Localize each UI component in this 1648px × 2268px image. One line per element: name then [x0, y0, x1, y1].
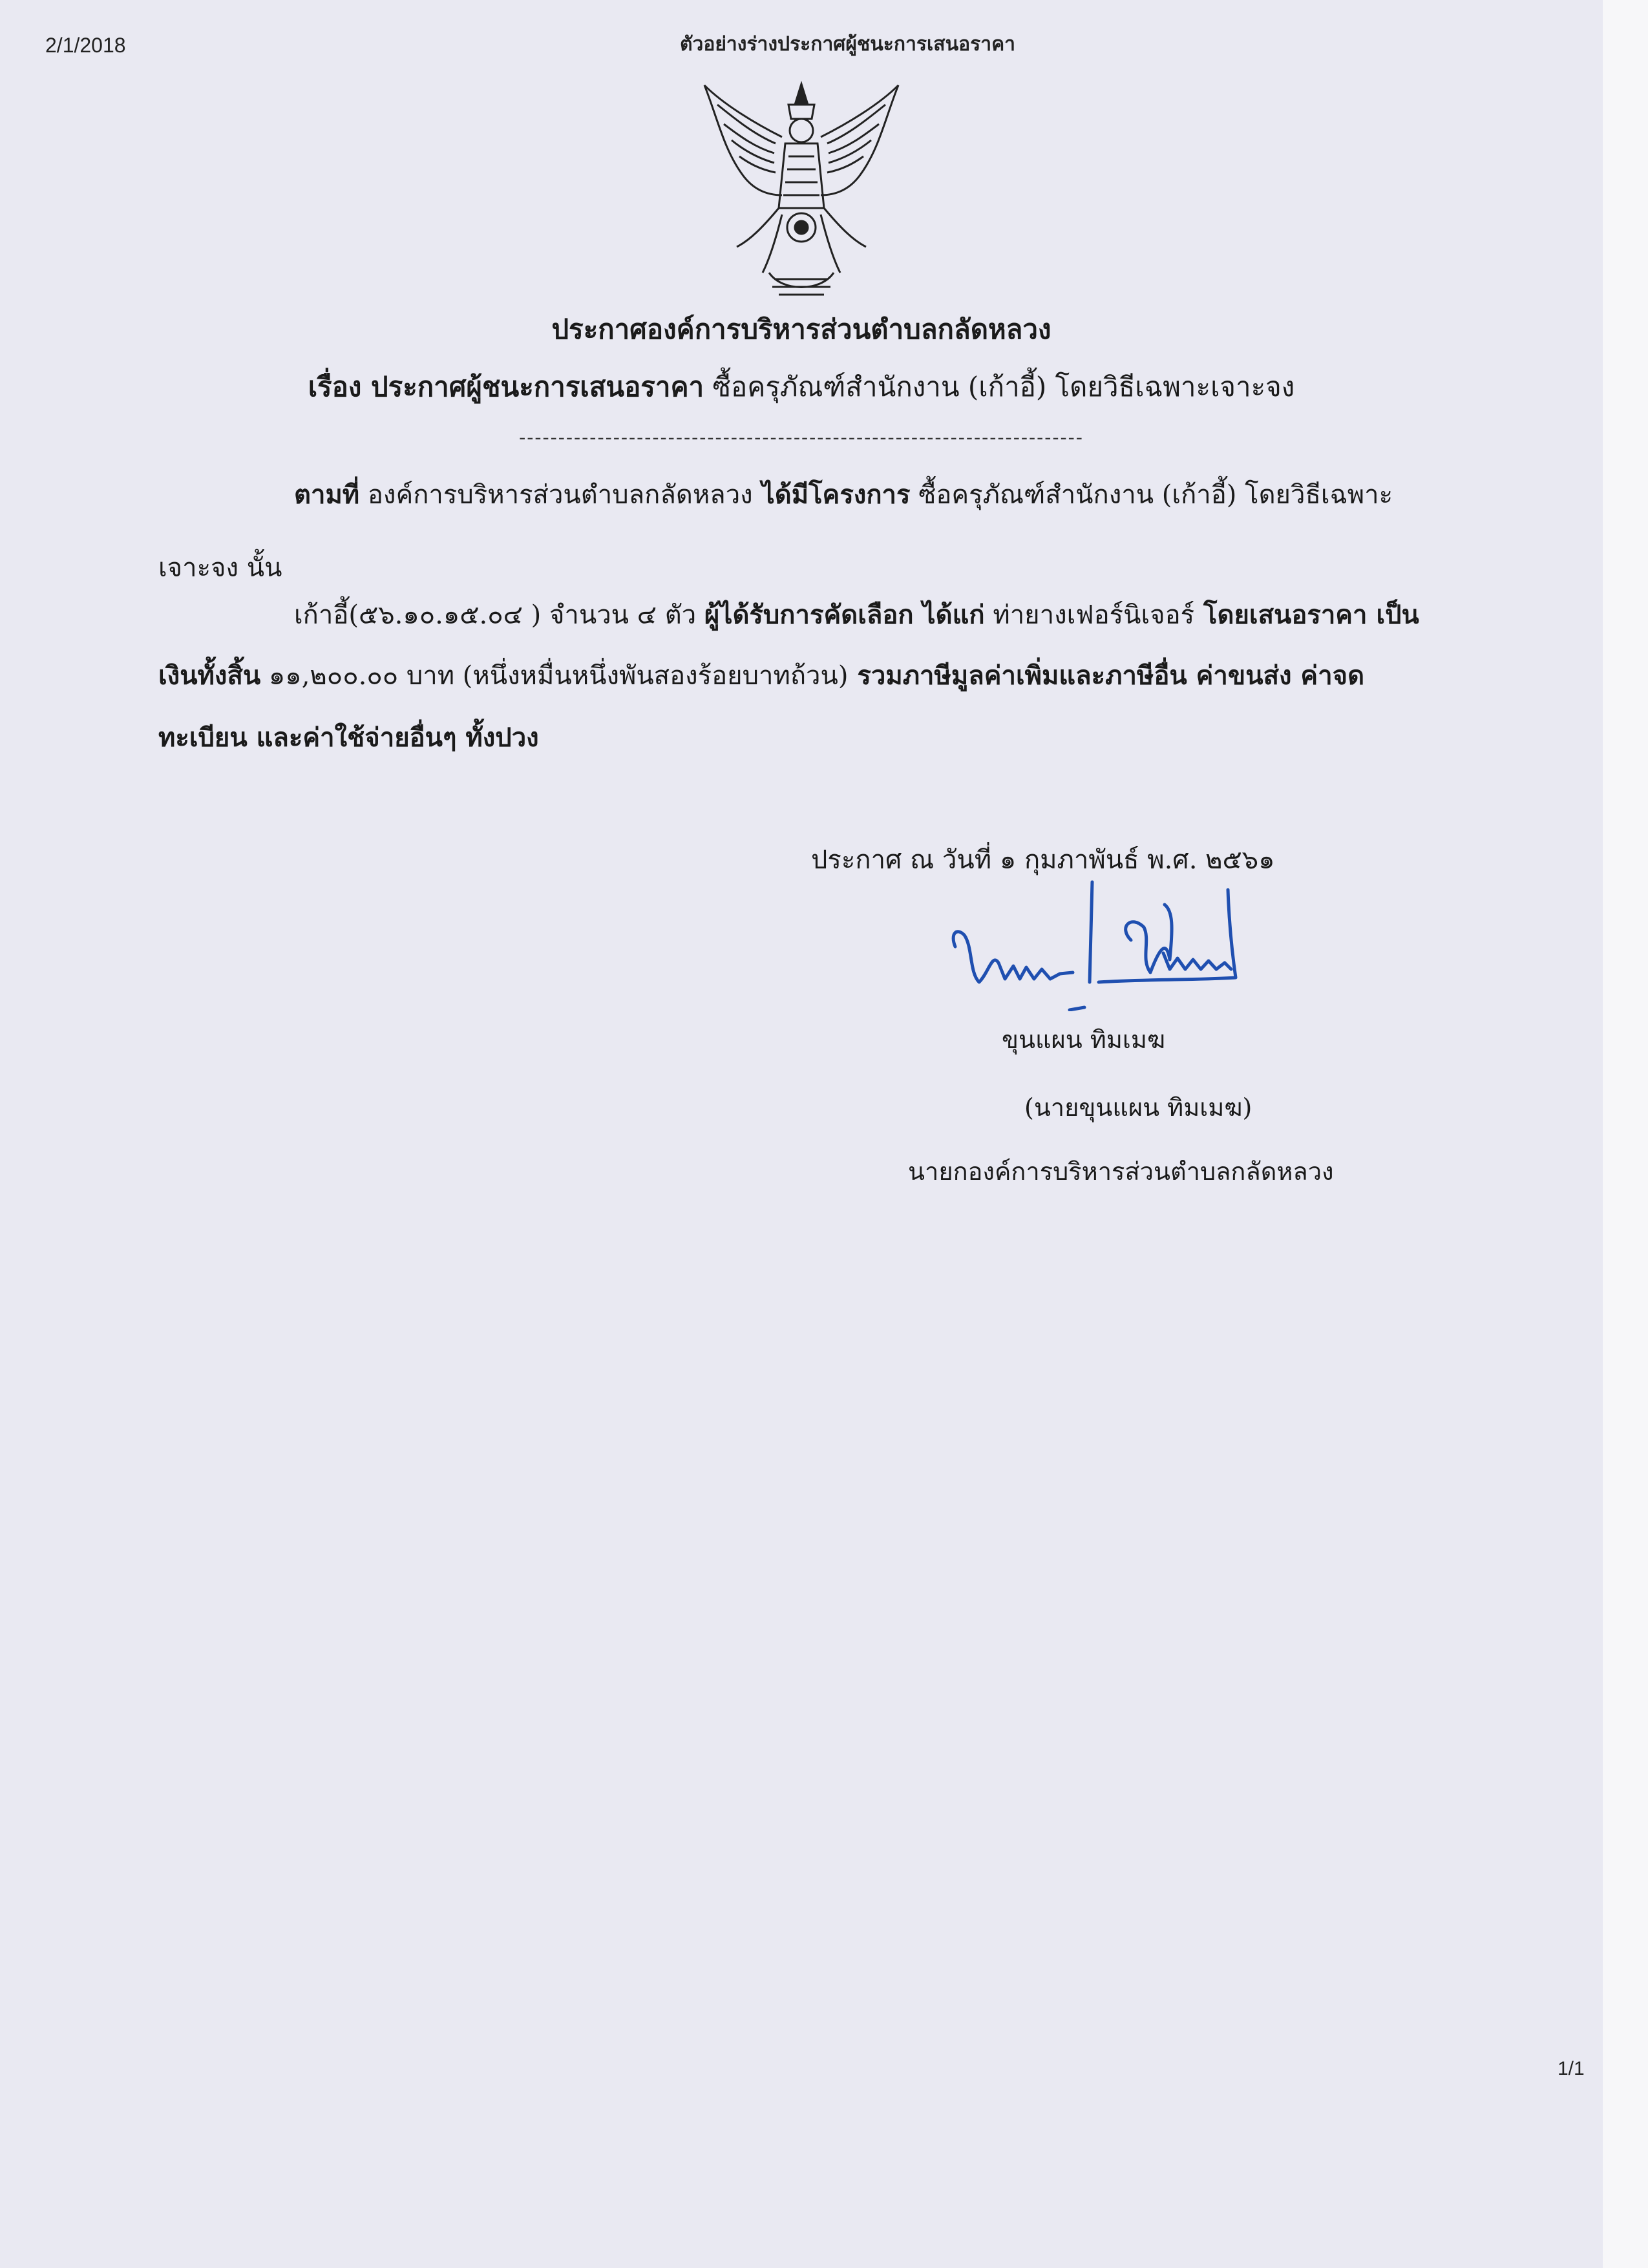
announcement-date: ประกาศ ณ วันที่ ๑ กุมภาพันธ์ พ.ศ. ๒๕๖๑	[811, 845, 1275, 875]
subject-text: ซื้อครุภัณฑ์สำนักงาน (เก้าอี้) โดยวิธีเฉพาะเจาะจง	[704, 371, 1295, 403]
para2-amount: ๑๑,๒๐๐.๐๐ บาท (หนึ่งหมื่นหนึ่งพันสองร้อยบาทถ้วน)	[260, 661, 849, 691]
para2-vat-note: รวมภาษีมูลค่าเพิ่มและภาษีอื่น ค่าขนส่ง ค่าจด	[848, 660, 1365, 691]
para1-org: องค์การบริหารส่วนตำบลกลัดหลวง	[359, 480, 753, 510]
para1-project: ซื้อครุภัณฑ์สำนักงาน (เก้าอี้) โดยวิธีเฉพาะ	[910, 480, 1393, 510]
print-header-title: ตัวอย่างร่างประกาศผู้ชนะการเสนอราคา	[680, 34, 1015, 55]
para2-vendor: ท่ายางเฟอร์นิเจอร์	[984, 600, 1195, 630]
garuda-emblem-icon	[698, 79, 905, 302]
scan-margin	[1603, 0, 1648, 2268]
signer-full-name: (นายขุนแผน ทิมเมฆ)	[1024, 1093, 1252, 1122]
paragraph-1-line-1	[294, 479, 1393, 510]
paragraph-2-line-2	[158, 660, 1364, 691]
para1-lead: ตามที่	[294, 479, 360, 510]
paragraph-2-line-1	[294, 600, 1419, 631]
para1-has: ได้มีโครงการ	[752, 479, 911, 510]
subject-label: เรื่อง ประกาศผู้ชนะการเสนอราคา	[308, 371, 704, 403]
handwritten-signature-icon	[937, 876, 1325, 1011]
para2-winner-label: ผู้ได้รับการคัดเลือก ได้แก่	[704, 600, 985, 630]
paragraph-1-line-2: เจาะจง นั้น	[158, 553, 282, 583]
announcement-subject	[0, 366, 1603, 408]
para2-item: เก้าอี้(๕๖.๑๐.๑๕.๐๔ ) จำนวน ๔ ตัว	[294, 600, 704, 630]
print-date: 2/1/2018	[45, 34, 126, 57]
para2-total-label: เงินทั้งสิ้น	[158, 660, 261, 691]
page-number: 1/1	[1558, 2058, 1585, 2079]
para2-bid-label: โดยเสนอราคา เป็น	[1194, 600, 1419, 630]
divider-line: ------------------------------------------------------------------------	[519, 426, 1084, 449]
signer-name: ขุนแผน ทิมเมฆ	[1002, 1025, 1166, 1054]
announcement-title: ประกาศองค์การบริหารส่วนตำบลกลัดหลวง	[551, 313, 1051, 345]
paragraph-2-line-3: ทะเบียน และค่าใช้จ่ายอื่นๆ ทั้งปวง	[158, 722, 539, 753]
signer-position: นายกองค์การบริหารส่วนตำบลกลัดหลวง	[908, 1157, 1334, 1186]
